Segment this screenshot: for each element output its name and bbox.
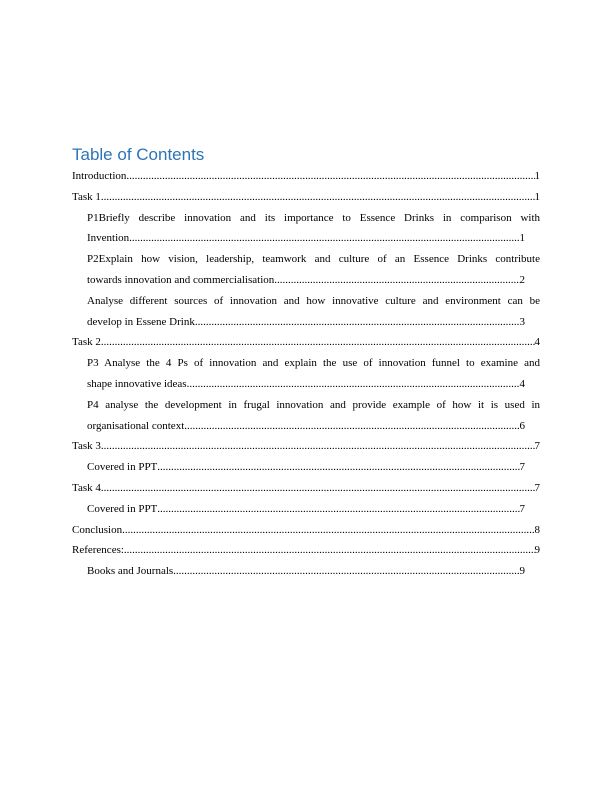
toc-entry-page: 8	[534, 523, 540, 536]
toc-entry-text-line2: organisational context	[87, 419, 185, 432]
toc-entry-text-line2: shape innovative ideas	[87, 377, 187, 390]
dot-leader	[274, 270, 519, 291]
dot-leader	[187, 374, 520, 395]
toc-entry-text-line1: P2Explain how vision, leadership, teamwork and culture of an Essence Drinks contribute	[87, 253, 540, 266]
toc-entry-task-1[interactable]	[72, 187, 540, 208]
toc-entry-page: 6	[519, 419, 525, 432]
toc-entry-page: 1	[519, 232, 525, 245]
toc-entry-page: 7	[519, 461, 525, 474]
toc-entry-text: Task 1	[72, 190, 101, 203]
dot-leader	[124, 540, 535, 561]
dot-leader	[184, 416, 519, 437]
toc-entry-page: 2	[519, 273, 525, 286]
dot-leader	[101, 436, 535, 457]
table-of-contents	[72, 166, 540, 582]
toc-entry-text-line2: Invention	[87, 232, 130, 245]
toc-entry-page: 9	[519, 565, 525, 578]
dot-leader	[122, 520, 534, 541]
dot-leader	[157, 457, 519, 478]
toc-entry-text: Task 4	[72, 481, 101, 494]
toc-entry-task-4[interactable]	[72, 478, 540, 499]
toc-entry-page: 7	[534, 440, 540, 453]
toc-entry-page: 7	[519, 502, 525, 515]
toc-entry-books-and-journals[interactable]	[72, 561, 540, 582]
dot-leader	[129, 228, 519, 249]
toc-entry-page: 1	[534, 170, 540, 182]
toc-entry-task-3-ppt[interactable]	[72, 457, 540, 478]
dot-leader	[101, 187, 535, 208]
dot-leader	[101, 478, 535, 499]
toc-entry-text-line1: P3 Analyse the 4 Ps of innovation and explain the use of innovation funnel to examine and	[87, 357, 540, 370]
toc-entry-text-line1: Analyse different sources of innovation and how innovative culture and environment can be	[87, 294, 540, 307]
dot-leader	[126, 166, 534, 187]
toc-entry-text: Covered in PPT	[87, 502, 158, 515]
toc-entry-text-line1: P1Briefly describe innovation and its importance to Essence Drinks in comparison with	[87, 211, 540, 224]
toc-entry-text: Task 3	[72, 440, 101, 453]
toc-entry-p3[interactable]	[72, 353, 540, 395]
toc-entry-p1[interactable]	[72, 208, 540, 250]
toc-entry-conclusion[interactable]	[72, 520, 540, 541]
toc-entry-text: Covered in PPT	[87, 461, 158, 474]
toc-entry-page: 1	[534, 190, 540, 203]
dot-leader	[173, 561, 519, 582]
dot-leader	[101, 332, 535, 353]
toc-entry-task-4-ppt[interactable]	[72, 499, 540, 520]
toc-entry-text-line1: P4 analyse the development in frugal innovation and provide example of how it is used in	[87, 398, 540, 411]
toc-entry-references[interactable]	[72, 540, 540, 561]
dot-leader	[157, 499, 519, 520]
toc-entry-page: 7	[534, 481, 540, 494]
dot-leader	[195, 312, 520, 333]
toc-entry-text: Task 2	[72, 336, 101, 349]
toc-entry-p2[interactable]	[72, 249, 540, 291]
toc-entry-p4[interactable]	[72, 395, 540, 437]
toc-entry-task-3[interactable]	[72, 436, 540, 457]
toc-entry-page: 3	[519, 315, 525, 328]
toc-entry-page: 4	[534, 336, 540, 349]
toc-entry-page: 9	[534, 544, 540, 557]
toc-entry-text-line2: towards innovation and commercialisation	[87, 273, 275, 286]
toc-entry-text: Introduction	[72, 170, 127, 182]
toc-entry-text: Books and Journals	[87, 565, 174, 578]
toc-entry-task-2[interactable]	[72, 332, 540, 353]
toc-entry-introduction[interactable]	[72, 166, 540, 187]
toc-entry-text-line2: develop in Essene Drink	[87, 315, 195, 328]
toc-title: Table of Contents	[72, 145, 205, 164]
toc-entry-page: 4	[519, 377, 525, 390]
toc-entry-text: Conclusion	[72, 523, 123, 536]
toc-entry-sources-of-innovation[interactable]	[72, 291, 540, 333]
toc-entry-text: References:	[72, 544, 124, 557]
